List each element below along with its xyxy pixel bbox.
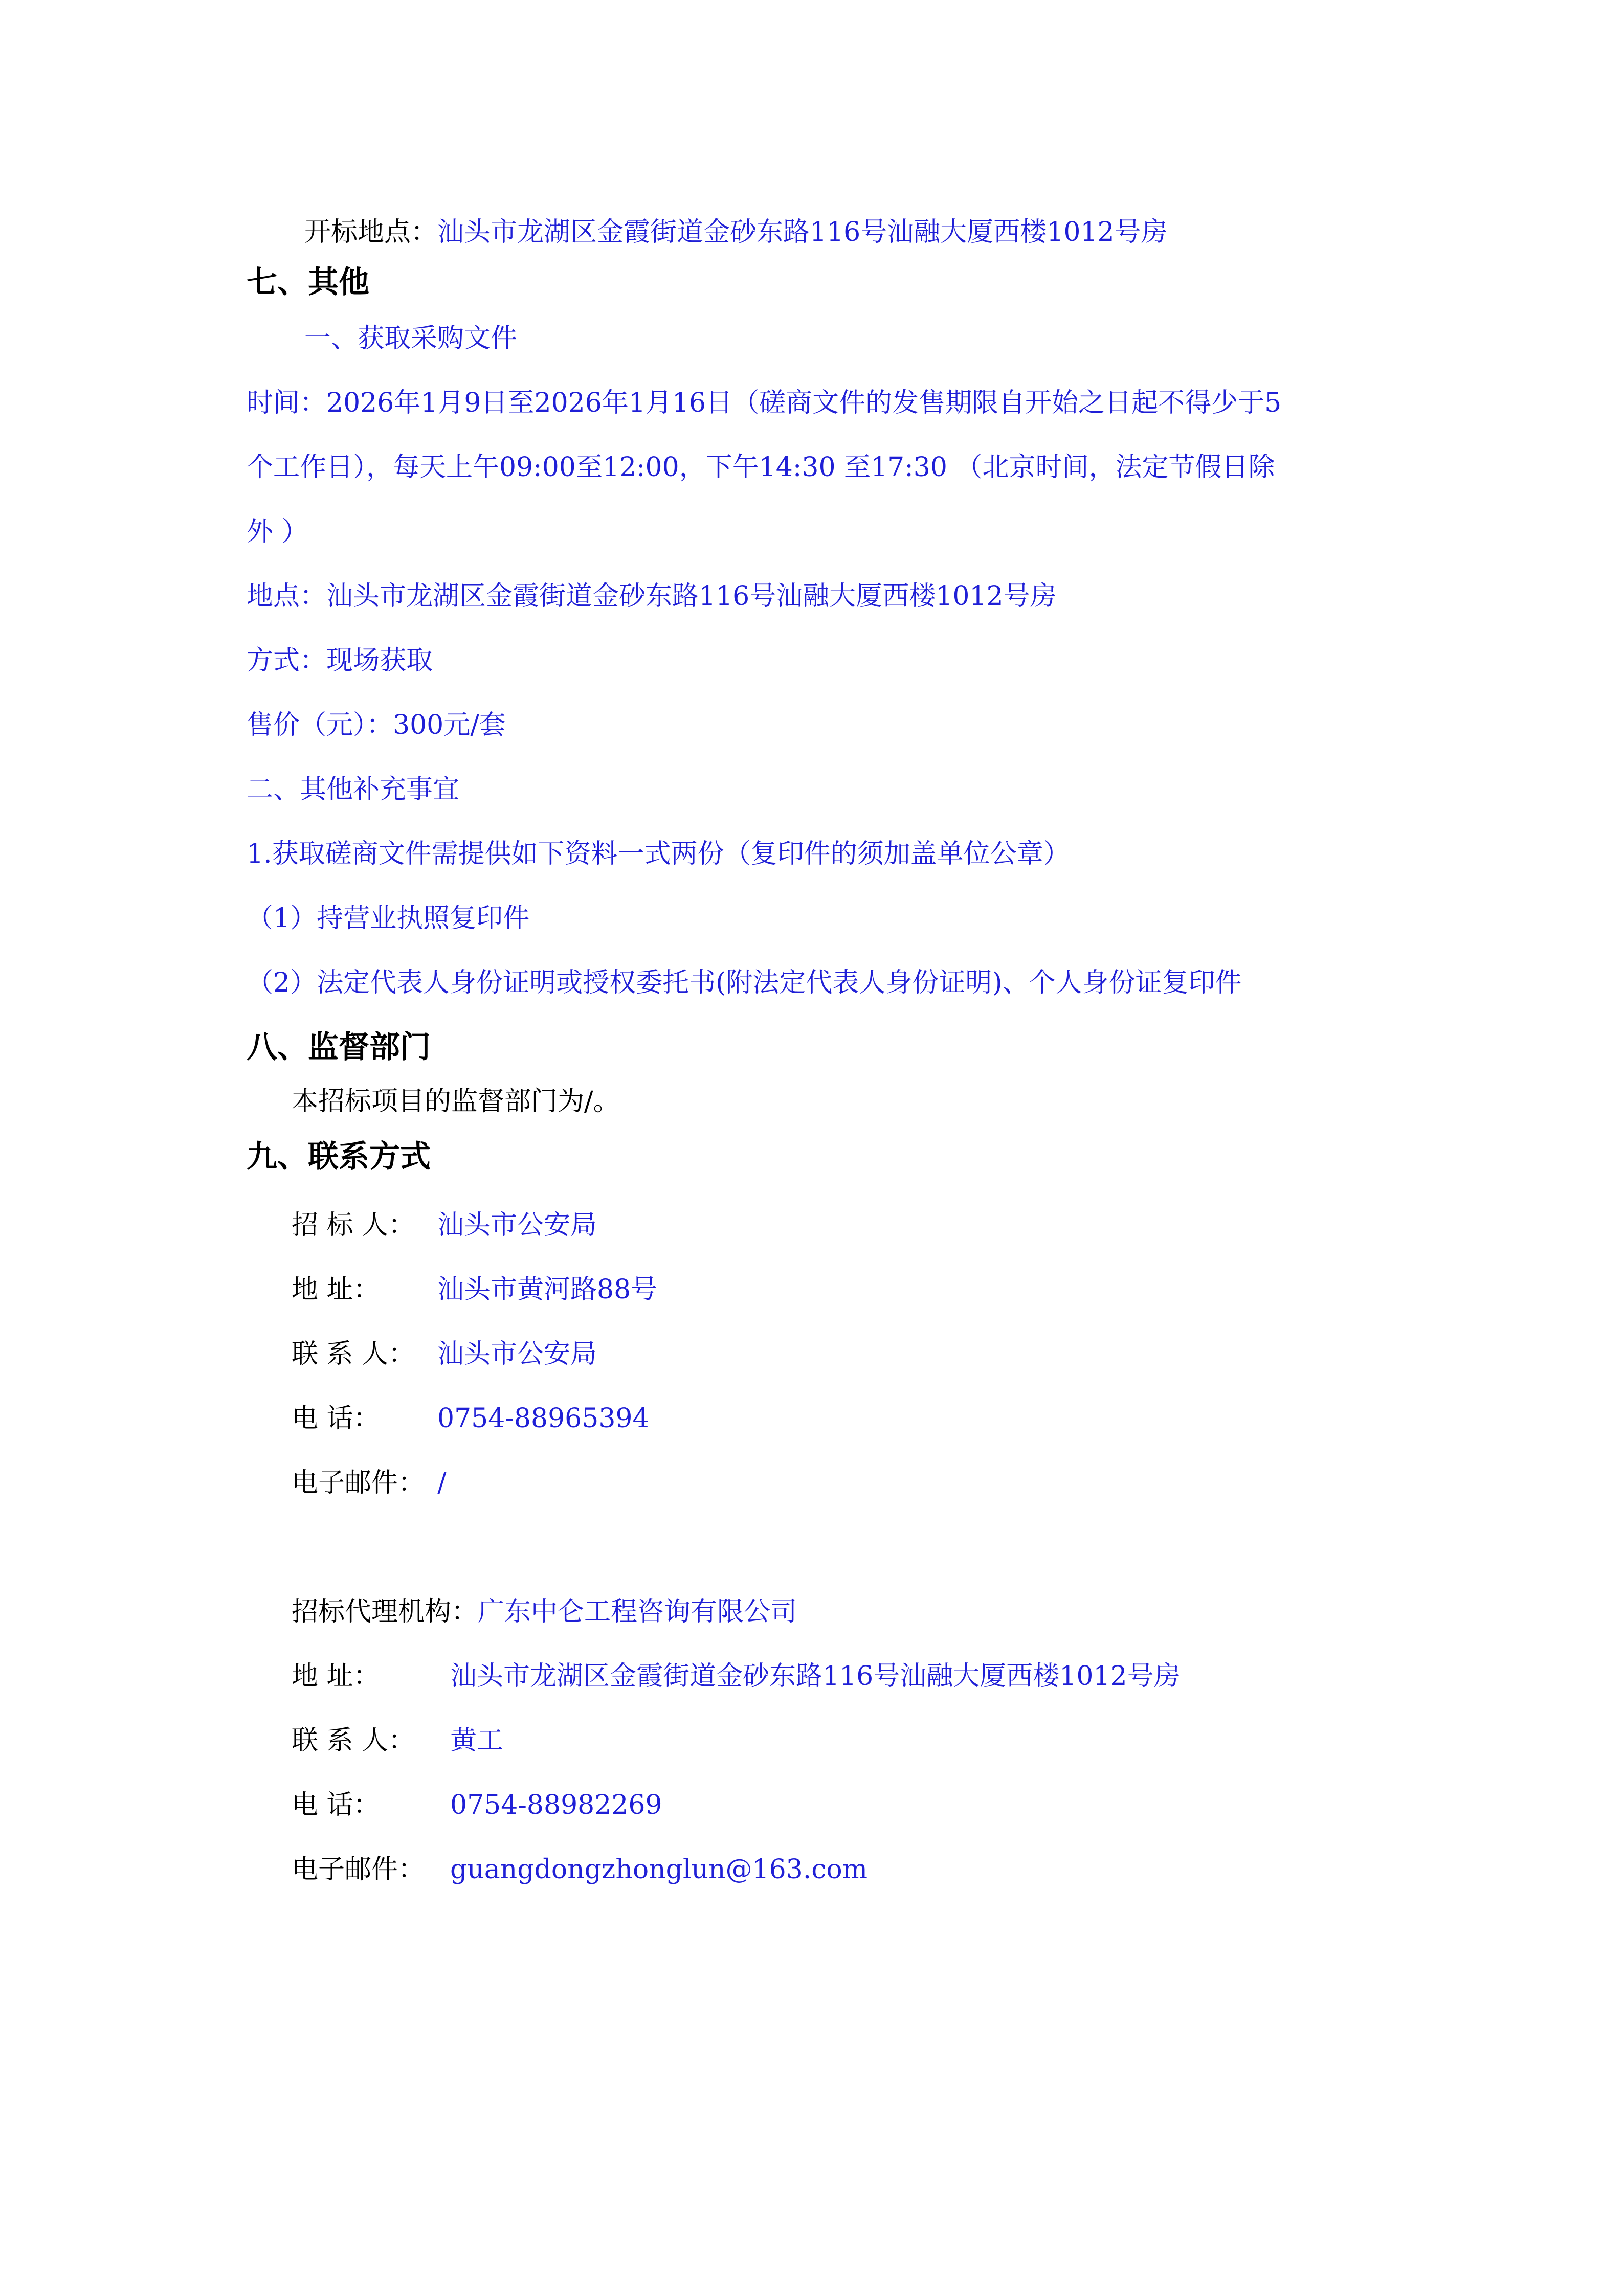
agency-email-label: 电子邮件： (292, 1854, 425, 1885)
agency-phone-value: 0754-88982269 (450, 1790, 662, 1820)
tenderer-contact-label: 联 系 人： (292, 1339, 415, 1369)
time-line-1: 时间：2026年1月9日至2026年1月16日（磋商文件的发售期限自开始之日起不得少于5 (247, 388, 1282, 418)
requirement-1b: （2）法定代表人身份证明或授权委托书(附法定代表人身份证明)、个人身份证复印件 (247, 967, 1242, 998)
tenderer-name-label: 招 标 人： (292, 1210, 415, 1241)
time-line-3: 外 ） (247, 516, 308, 547)
time-line-2: 个工作日），每天上午09:00至12:00，下午14:30 至17:30 （北京时间，法定节假日除 (247, 452, 1275, 483)
tenderer-email-label: 电子邮件： (292, 1468, 425, 1498)
tenderer-address-row (292, 1271, 657, 1308)
tenderer-address-value: 汕头市黄河路88号 (437, 1274, 658, 1305)
tenderer-email-row (292, 1465, 447, 1501)
opening-label: 开标地点： (304, 217, 438, 247)
agency-name-label: 招标代理机构： (292, 1596, 478, 1627)
agency-address-value: 汕头市龙湖区金霞街道金砂东路116号汕融大厦西楼1012号房 (450, 1661, 1181, 1692)
tenderer-phone-label: 电 话： (292, 1403, 380, 1434)
section7-title: 七、其他 (247, 264, 369, 300)
section8-title: 八、监督部门 (247, 1029, 431, 1065)
sub-heading-other: 二、其他补充事宜 (247, 774, 460, 805)
sub-heading-obtain: 一、获取采购文件 (304, 323, 518, 354)
opening-value: 汕头市龙湖区金霞街道金砂东路116号汕融大厦西楼1012号房 (437, 217, 1168, 247)
agency-name-row (292, 1593, 797, 1630)
agency-email-value: guangdongzhonglun@163.com (450, 1854, 868, 1885)
agency-contact-value: 黄工 (450, 1725, 504, 1756)
agency-phone-row (292, 1787, 662, 1824)
agency-name-value: 广东中仑工程咨询有限公司 (478, 1596, 797, 1627)
tenderer-email-value: / (437, 1468, 447, 1498)
tenderer-phone-row (292, 1400, 650, 1437)
agency-address-row (292, 1658, 1181, 1695)
agency-contact-row (292, 1722, 503, 1759)
opening-location (304, 214, 1168, 251)
tenderer-contact-row (292, 1336, 597, 1372)
method-line: 方式：现场获取 (247, 645, 433, 676)
agency-phone-label: 电 话： (292, 1790, 380, 1820)
supervision-text: 本招标项目的监督部门为/。 (292, 1086, 620, 1117)
section9-title: 九、联系方式 (247, 1139, 431, 1175)
agency-address-label: 地 址： (292, 1661, 380, 1692)
requirement-1a: （1）持营业执照复印件 (247, 903, 530, 934)
tenderer-address-label: 地 址： (292, 1274, 380, 1305)
agency-contact-label: 联 系 人： (292, 1725, 415, 1756)
price-line: 售价（元）：300元/套 (247, 710, 506, 740)
tenderer-phone-value: 0754-88965394 (437, 1403, 650, 1434)
place-line: 地点：汕头市龙湖区金霞街道金砂东路116号汕融大厦西楼1012号房 (247, 581, 1057, 612)
tenderer-name-row (292, 1207, 597, 1244)
tenderer-contact-value: 汕头市公安局 (437, 1339, 597, 1369)
agency-email-row (292, 1851, 867, 1888)
tenderer-name-value: 汕头市公安局 (437, 1210, 597, 1241)
requirement-1: 1.获取磋商文件需提供如下资料一式两份（复印件的须加盖单位公章） (247, 839, 1070, 869)
